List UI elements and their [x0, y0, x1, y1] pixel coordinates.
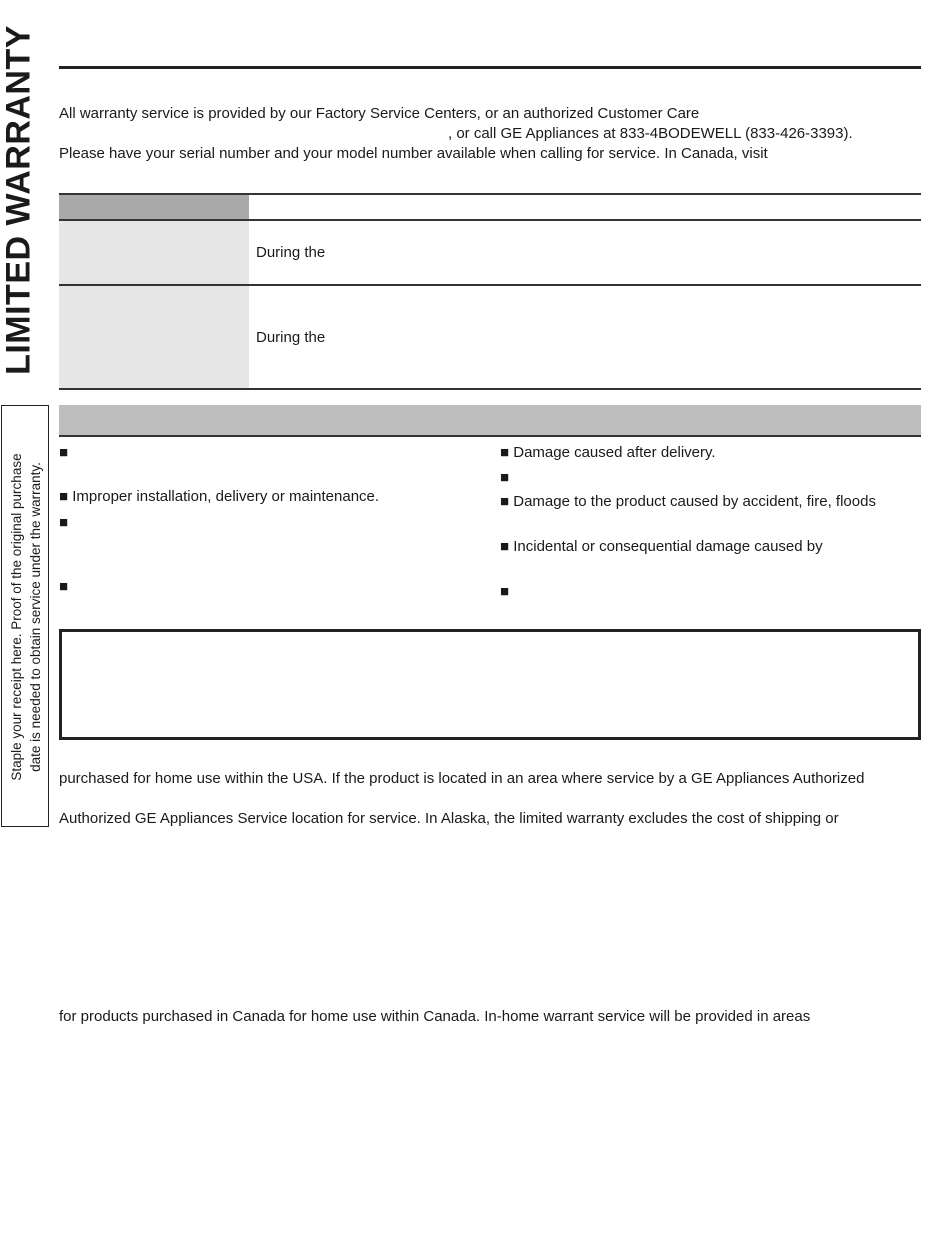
staple-note-line1: Staple your receipt here. Proof of the original purchase [9, 453, 24, 781]
staple-note-line2: date is needed to obtain service under the warranty. [28, 462, 43, 772]
exclusion-item: ■ Damage to the product caused by accident, fire, floods [500, 493, 876, 510]
intro-line-1: All warranty service is provided by our Factory Service Centers, or an authorized Customer Care [59, 105, 700, 122]
side-title [0, 20, 38, 380]
exclusion-item: ■ Improper installation, delivery or maintenance. [59, 488, 380, 505]
table-row2-text: During the [256, 329, 326, 346]
body-line-3: for products purchased in Canada for home use within Canada. In-home warrant service will be provided in areas [59, 1008, 811, 1025]
exclusion-item: ■ [59, 444, 69, 461]
exclusions-rule [59, 435, 921, 437]
table-row1-label-cell [59, 221, 249, 284]
exclusion-item: ■ [59, 578, 69, 595]
exclusion-item: ■ [500, 469, 510, 486]
body-line-2: Authorized GE Appliances Service location for service. In Alaska, the limited warranty excludes the cost of shipping or [59, 810, 839, 827]
notice-box [59, 629, 921, 740]
intro-line-3: Please have your serial number and your model number available when calling for service. In Canada, visit [59, 145, 768, 162]
table-row1-text: During the [256, 244, 326, 261]
table-row2-label-cell [59, 286, 249, 388]
staple-receipt-box [1, 405, 49, 827]
table-bottom-rule [59, 388, 921, 390]
intro-line-2: , or call GE Appliances at 833-4BODEWELL (833-426-3393). [448, 125, 853, 142]
side-title-text: LIMITED WARRANTY [0, 25, 38, 375]
exclusion-item: ■ Incidental or consequential damage caused by [500, 538, 823, 555]
header-rule [59, 66, 921, 69]
exclusion-item: ■ [59, 514, 69, 531]
staple-note [7, 412, 45, 822]
exclusions-banner [59, 405, 921, 435]
table-header-cell [59, 195, 249, 219]
exclusion-item: ■ [500, 583, 510, 600]
body-line-1: purchased for home use within the USA. If the product is located in an area where service by a GE Appliances Authorized [59, 770, 865, 787]
exclusion-item: ■ Damage caused after delivery. [500, 444, 716, 461]
